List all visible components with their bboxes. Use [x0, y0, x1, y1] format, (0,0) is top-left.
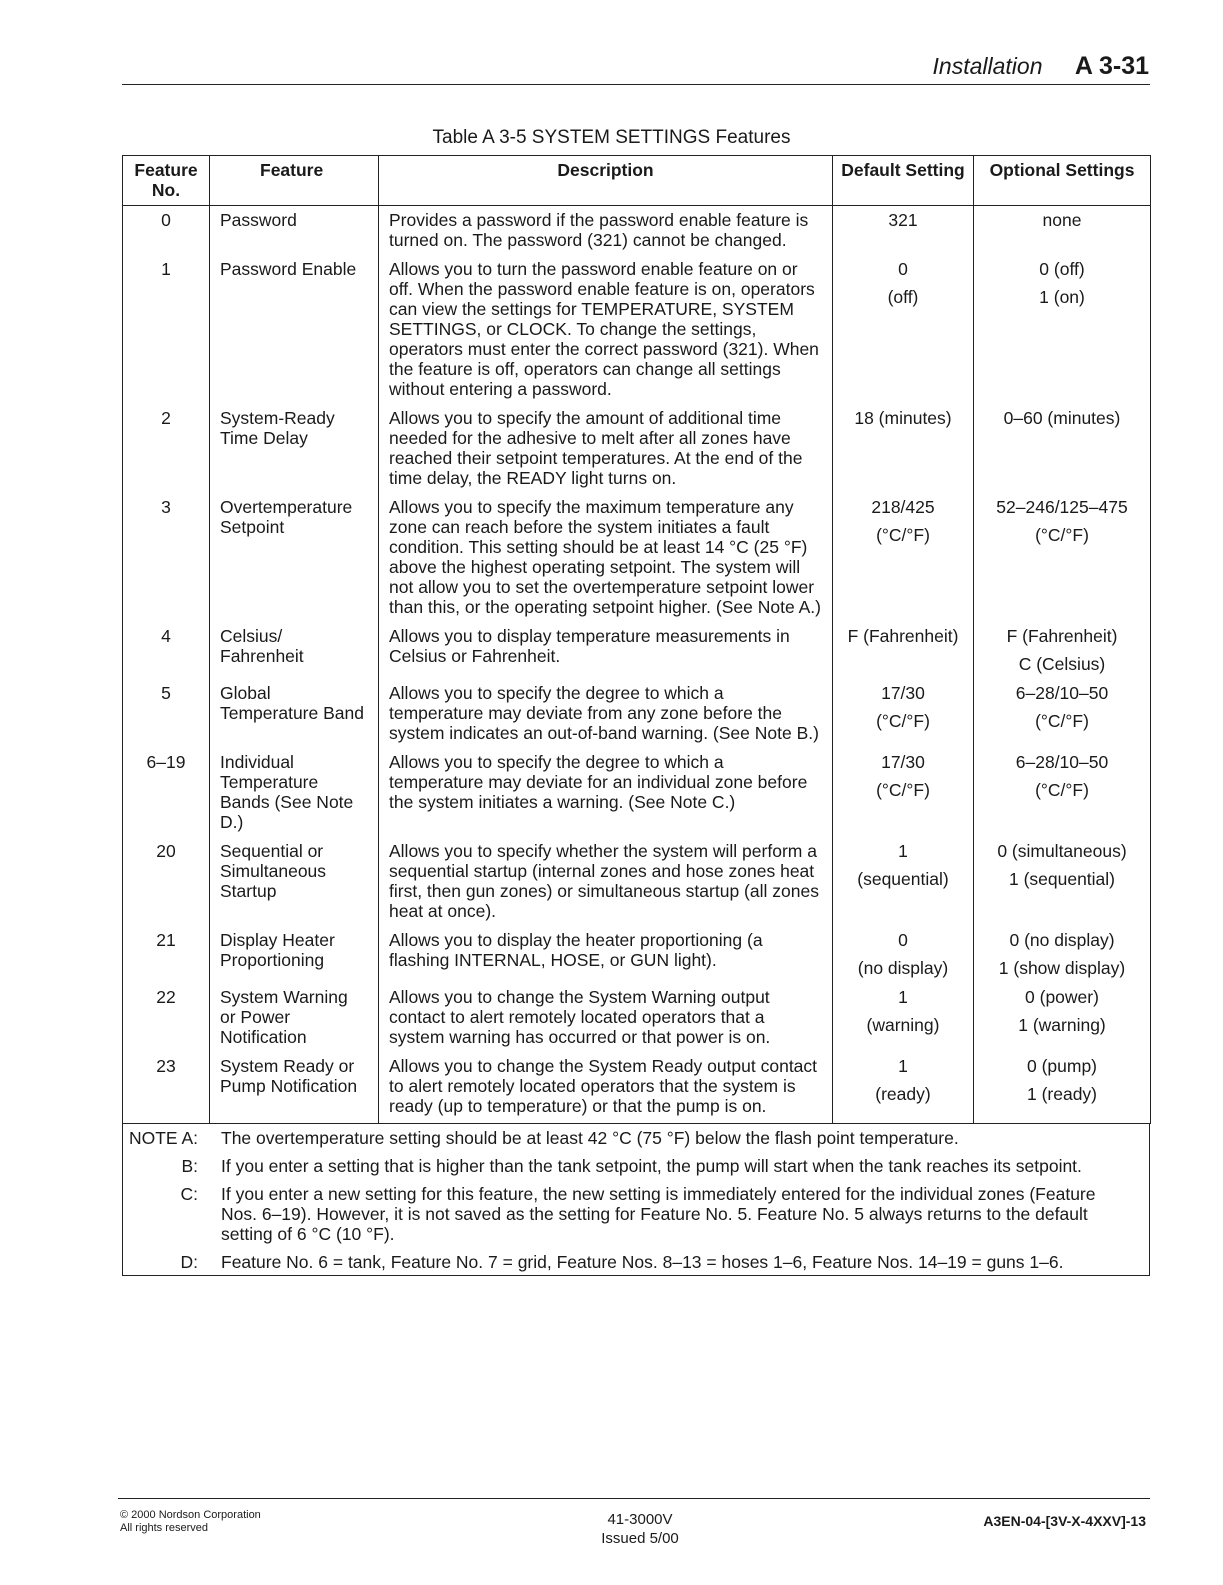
default-setting-cell [833, 928, 974, 985]
column-header-feature: Feature [210, 156, 379, 206]
note-label: D: [180, 1252, 198, 1272]
optional-settings-cell [974, 406, 1151, 495]
feature-number-cell: 20 [123, 839, 210, 928]
description-cell: Allows you to specify the amount of additional time needed for the adhesive to melt after all zones have reached their setpoint temperatures. At the end of the time delay, the READY light turns on. [379, 406, 833, 495]
default-value: 1 [898, 1056, 908, 1076]
table-row [123, 1054, 1151, 1124]
feature-name-cell: System Warning or Power Notification [210, 985, 379, 1054]
default-value: 17/30 [881, 683, 925, 703]
description-cell: Allows you to specify the degree to which a temperature may deviate for an individual zone before the system initiates a warning. (See Note C.) [379, 750, 833, 839]
description-cell: Allows you to specify the degree to which a temperature may deviate from any zone before the system indicates an out-of-band warning. (See Note B.) [379, 681, 833, 750]
default-setting-cell [833, 985, 974, 1054]
table-row [123, 928, 1151, 985]
default-value: 18 (minutes) [854, 408, 952, 428]
header-rule [122, 84, 1150, 85]
feature-name-cell: Display Heater Proportioning [210, 928, 379, 985]
column-header-description: Description [379, 156, 833, 206]
note-label: B: [181, 1156, 198, 1176]
table-row [123, 839, 1151, 928]
optional-value: 0 (power) [1025, 987, 1099, 1007]
optional-value: 0 (simultaneous) [997, 841, 1127, 861]
feature-number-cell: 5 [123, 681, 210, 750]
default-setting-cell [833, 839, 974, 928]
note-item [123, 1184, 1119, 1244]
default-value: 321 [888, 210, 918, 230]
feature-number-cell: 1 [123, 257, 210, 406]
default-value: (no display) [857, 958, 949, 978]
column-header-default-setting: Default Setting [833, 156, 974, 206]
feature-number-cell: 23 [123, 1054, 210, 1124]
optional-value: F (Fahrenheit) [1006, 626, 1118, 646]
description-cell: Allows you to display the heater proportioning (a flashing INTERNAL, HOSE, or GUN light). [379, 928, 833, 985]
description-cell: Allows you to specify the maximum temperature any zone can reach before the system initiates a fault condition. This setting should be at least 14 °C (25 °F) above the highest operating setpoint. The system will not allow you to set the overtemperature setpoint lower than this, or the operating setpoint higher. (See Note A.) [379, 495, 833, 624]
settings-table-wrapper [122, 155, 1150, 1276]
optional-value: 1 (sequential) [1008, 869, 1116, 889]
optional-value: 1 (warning) [1018, 1015, 1106, 1035]
optional-settings-cell [974, 750, 1151, 839]
note-text: The overtemperature setting should be at least 42 °C (75 °F) below the flash point temperature. [221, 1128, 959, 1148]
note-text: If you enter a new setting for this feature, the new setting is immediately entered for the individual zones (Feature Nos. 6–19). However, it is not saved as the setting for Feature No. 5. Feature No. 5 always returns to the default setting of 6 °C (10 °F). [221, 1184, 1096, 1244]
table-row [123, 257, 1151, 406]
note-item [123, 1128, 1119, 1148]
default-value: 1 [898, 987, 908, 1007]
default-setting-cell [833, 1054, 974, 1124]
page-header [933, 52, 1149, 81]
note-text: If you enter a setting that is higher than the tank setpoint, the pump will start when the tank reaches its setpoint. [221, 1156, 1082, 1176]
optional-value: 52–246/125–475 [996, 497, 1128, 517]
default-value: (°C/°F) [876, 780, 930, 800]
default-setting-cell [833, 257, 974, 406]
note-item [123, 1252, 1119, 1272]
footer-copyright-block [120, 1509, 261, 1535]
optional-value: 1 (on) [1039, 287, 1085, 307]
table-notes [122, 1124, 1150, 1276]
optional-settings-cell [974, 257, 1151, 406]
default-setting-cell [833, 206, 974, 258]
optional-value: C (Celsius) [1018, 654, 1106, 674]
default-setting-cell [833, 495, 974, 624]
default-setting-cell [833, 406, 974, 495]
table-row [123, 406, 1151, 495]
default-value: F (Fahrenheit) [847, 626, 959, 646]
issued-date: Issued 5/00 [601, 1530, 679, 1547]
feature-name-cell: Global Temperature Band [210, 681, 379, 750]
feature-number-cell: 22 [123, 985, 210, 1054]
optional-value: 1 (show display) [998, 958, 1126, 978]
optional-settings-cell [974, 985, 1151, 1054]
optional-settings-cell [974, 928, 1151, 985]
feature-name-cell: System-Ready Time Delay [210, 406, 379, 495]
default-value: (sequential) [857, 869, 949, 889]
optional-settings-cell [974, 624, 1151, 681]
rights-text: All rights reserved [120, 1522, 209, 1534]
table-row [123, 206, 1151, 258]
copyright-text: © 2000 Nordson Corporation [120, 1509, 261, 1521]
footer-doc-block [560, 1510, 720, 1548]
description-cell: Allows you to turn the password enable feature on or off. When the password enable feature is on, operators can view the settings for TEMPERATURE, SYSTEM SETTINGS, or CLOCK. To change the settings, operators must enter the correct password (321). When the feature is off, operators can change all settings without entering a password. [379, 257, 833, 406]
section-title: Installation [932, 53, 1043, 79]
feature-name-cell: Individual Temperature Bands (See Note D.) [210, 750, 379, 839]
default-value: 1 [898, 841, 908, 861]
description-cell: Allows you to change the System Warning output contact to alert remotely located operators that a system warning has occurred or that power is on. [379, 985, 833, 1054]
optional-settings-cell [974, 206, 1151, 258]
description-cell: Provides a password if the password enable feature is turned on. The password (321) cannot be changed. [379, 206, 833, 258]
table-body [123, 206, 1151, 1124]
doc-code: A3EN-04-[3V-X-4XXV]-13 [983, 1513, 1146, 1529]
default-value: 17/30 [881, 752, 925, 772]
description-cell: Allows you to change the System Ready output contact to alert remotely located operators that the system is ready (up to temperature) or that the pump is on. [379, 1054, 833, 1124]
feature-number-cell: 21 [123, 928, 210, 985]
feature-number-cell: 6–19 [123, 750, 210, 839]
optional-value: (°C/°F) [1035, 711, 1089, 731]
optional-settings-cell [974, 839, 1151, 928]
feature-name-cell: Password [210, 206, 379, 258]
optional-value: 0 (no display) [1009, 930, 1115, 950]
feature-number-cell: 0 [123, 206, 210, 258]
optional-settings-cell [974, 1054, 1151, 1124]
feature-number-cell: 2 [123, 406, 210, 495]
optional-value: (°C/°F) [1035, 525, 1089, 545]
table-row [123, 495, 1151, 624]
optional-value: 1 (ready) [1026, 1084, 1098, 1104]
default-value: (warning) [866, 1015, 940, 1035]
feature-number-cell: 3 [123, 495, 210, 624]
default-setting-cell [833, 750, 974, 839]
footer-rule [118, 1498, 1150, 1499]
table-row [123, 985, 1151, 1054]
default-value: 0 [898, 259, 908, 279]
feature-name-cell: Sequential or Simultaneous Startup [210, 839, 379, 928]
description-cell: Allows you to display temperature measurements in Celsius or Fahrenheit. [379, 624, 833, 681]
column-header-feature-no: Feature No. [123, 156, 210, 206]
table-caption: Table A 3-5 SYSTEM SETTINGS Features [432, 127, 791, 148]
optional-value: none [1042, 210, 1082, 230]
optional-settings-cell [974, 495, 1151, 624]
note-label: C: [180, 1184, 198, 1204]
feature-number-cell: 4 [123, 624, 210, 681]
default-value: (°C/°F) [876, 525, 930, 545]
default-value: 0 [898, 930, 908, 950]
feature-name-cell: Celsius/ Fahrenheit [210, 624, 379, 681]
default-value: (°C/°F) [876, 711, 930, 731]
column-header-optional-settings: Optional Settings [974, 156, 1151, 206]
table-row [123, 624, 1151, 681]
note-text: Feature No. 6 = tank, Feature No. 7 = grid, Feature Nos. 8–13 = hoses 1–6, Feature Nos. 14–19 = guns 1–6. [221, 1252, 1064, 1272]
default-value: (ready) [875, 1084, 931, 1104]
default-value: 218/425 [871, 497, 935, 517]
feature-name-cell: Overtemperature Setpoint [210, 495, 379, 624]
note-label: NOTE A: [128, 1128, 198, 1148]
default-setting-cell [833, 624, 974, 681]
optional-value: 0 (pump) [1026, 1056, 1098, 1076]
optional-settings-cell [974, 681, 1151, 750]
table-row [123, 681, 1151, 750]
doc-number: 41-3000V [607, 1511, 673, 1528]
feature-name-cell: Password Enable [210, 257, 379, 406]
table-header-row [123, 156, 1151, 206]
optional-value: 6–28/10–50 [1015, 752, 1109, 772]
feature-name-cell: System Ready or Pump Notification [210, 1054, 379, 1124]
optional-value: (°C/°F) [1035, 780, 1089, 800]
optional-value: 0–60 (minutes) [1003, 408, 1121, 428]
note-item [123, 1156, 1119, 1176]
page-number: A 3-31 [1074, 52, 1149, 80]
system-settings-table [122, 155, 1151, 1124]
description-cell: Allows you to specify whether the system will perform a sequential startup (internal zones and hose zones heat first, then gun zones) or simultaneous startup (all zones heat at once). [379, 839, 833, 928]
optional-value: 0 (off) [1039, 259, 1085, 279]
default-value: (off) [887, 287, 919, 307]
table-row [123, 750, 1151, 839]
optional-value: 6–28/10–50 [1015, 683, 1109, 703]
default-setting-cell [833, 681, 974, 750]
